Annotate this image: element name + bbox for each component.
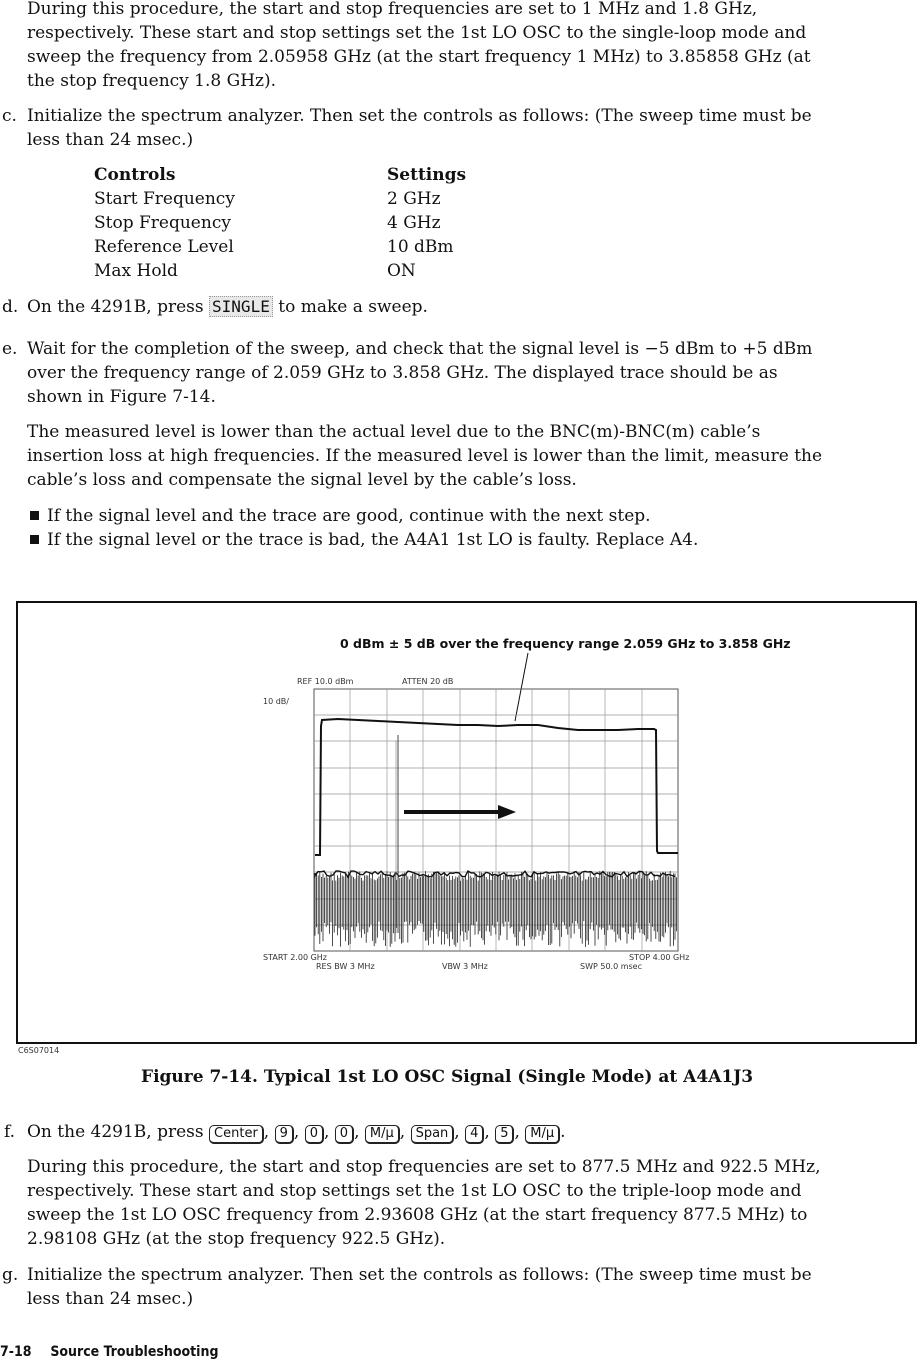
bullet-text: If the signal level and the trace are good, continue with the next step.	[47, 506, 651, 526]
text-line: cable’s loss and compensate the signal level by the cable’s loss.	[27, 470, 577, 490]
text-line: Wait for the completion of the sweep, and check that the signal level is −5 dBm to +5 dBm	[27, 339, 813, 359]
text-line: sweep the frequency from 2.05958 GHz (at the start frequency 1 MHz) to 3.85858 GHz (at	[27, 47, 811, 67]
single-softkey[interactable]: SINGLE	[209, 296, 273, 317]
annotation-leader	[515, 653, 528, 721]
bullet-item	[30, 504, 651, 528]
figure-annotation: 0 dBm ± 5 dB over the frequency range 2.059 GHz to 3.858 GHz	[340, 636, 791, 651]
step-d-post: to make a sweep.	[278, 297, 428, 317]
control-name: Stop Frequency	[94, 213, 231, 233]
text-line: insertion loss at high frequencies. If the measured level is lower than the limit, measure the	[27, 446, 823, 466]
atten-label: ATTEN 20 dB	[402, 677, 454, 686]
text-line: During this procedure, the start and stop frequencies are set to 877.5 MHz and 922.5 MHz,	[27, 1157, 821, 1177]
step-letter: f.	[4, 1122, 16, 1142]
text-line: over the frequency range of 2.059 GHz to 3.858 GHz. The displayed trace should be as	[27, 363, 778, 383]
text-line: During this procedure, the start and stop frequencies are set to 1 MHz and 1.8 GHz,	[27, 0, 758, 19]
key-5[interactable]: 5	[495, 1125, 514, 1144]
bullet-text: If the signal level or the trace is bad, the A4A1 1st LO is faulty. Replace A4.	[47, 530, 699, 550]
bullet-icon	[30, 535, 39, 544]
rbw-label: RES BW 3 MHz	[316, 962, 375, 971]
scale-label: 10 dB/	[263, 697, 289, 706]
page-number: 7-18	[0, 1344, 32, 1360]
text-line: shown in Figure 7-14.	[27, 387, 216, 407]
text-line	[27, 295, 428, 319]
settings-header: Settings	[387, 165, 467, 185]
stop-freq-label: STOP 4.00 GHz	[629, 953, 690, 962]
mega-micro-key[interactable]: M/μ	[365, 1125, 400, 1144]
figure-id: C6S07014	[18, 1046, 60, 1055]
step-letter: d.	[2, 297, 19, 317]
bullet-item	[30, 528, 698, 552]
control-setting: 2 GHz	[387, 189, 441, 209]
key-4[interactable]: 4	[465, 1125, 484, 1144]
control-name: Max Hold	[94, 261, 178, 281]
text-line: The measured level is lower than the actual level due to the BNC(m)-BNC(m) cable’s	[27, 422, 761, 442]
control-setting: ON	[387, 261, 416, 281]
arrow-head-icon	[498, 805, 516, 819]
control-name: Start Frequency	[94, 189, 235, 209]
start-freq-label: START 2.00 GHz	[263, 953, 327, 962]
step-letter: c.	[2, 106, 17, 126]
ref-level-label: REF 10.0 dBm	[297, 677, 354, 686]
step-f-pre: On the 4291B, press	[27, 1122, 204, 1142]
text-line: Initialize the spectrum analyzer. Then set the controls as follows: (The sweep time must be	[27, 106, 812, 126]
trace-line	[315, 719, 678, 855]
control-name: Reference Level	[94, 237, 234, 257]
key-0[interactable]: 0	[305, 1125, 324, 1144]
text-line: the stop frequency 1.8 GHz).	[27, 71, 277, 91]
text-line: respectively. These start and stop settings set the 1st LO OSC to the single-loop mode and	[27, 23, 807, 43]
step-d-pre: On the 4291B, press	[27, 297, 204, 317]
mega-micro-key[interactable]: M/μ	[525, 1125, 560, 1144]
center-key[interactable]: Center	[209, 1125, 264, 1144]
sweep-time-label: SWP 50.0 msec	[580, 962, 642, 971]
page-footer	[0, 1344, 218, 1360]
control-setting: 10 dBm	[387, 237, 454, 257]
key-9[interactable]: 9	[275, 1125, 294, 1144]
key-0[interactable]: 0	[335, 1125, 354, 1144]
figure-box	[16, 601, 917, 1044]
text-line: respectively. These start and stop settings set the 1st LO OSC to the triple-loop mode and	[27, 1181, 802, 1201]
step-letter: g.	[2, 1265, 19, 1285]
step-letter: e.	[2, 339, 18, 359]
controls-header: Controls	[94, 165, 176, 185]
vbw-label: VBW 3 MHz	[442, 962, 488, 971]
text-line: less than 24 msec.)	[27, 1289, 194, 1309]
text-line: less than 24 msec.)	[27, 130, 194, 150]
section-title: Source Troubleshooting	[50, 1344, 219, 1360]
text-line: On the 4291B, press Center , 9 , 0 , 0 , M/μ , Span , 4 , 5 , M/μ .	[27, 1122, 566, 1142]
span-key[interactable]: Span	[411, 1125, 455, 1144]
text-line: 2.98108 GHz (at the stop frequency 922.5 GHz).	[27, 1229, 446, 1249]
figure-caption: Figure 7-14. Typical 1st LO OSC Signal (Single Mode) at A4A1J3	[141, 1067, 754, 1087]
bullet-icon	[30, 511, 39, 520]
text-line: Initialize the spectrum analyzer. Then set the controls as follows: (The sweep time must be	[27, 1265, 812, 1285]
spectrum-plot	[18, 603, 915, 1042]
control-setting: 4 GHz	[387, 213, 441, 233]
text-line: sweep the 1st LO OSC frequency from 2.93608 GHz (at the start frequency 877.5 MHz) to	[27, 1205, 808, 1225]
